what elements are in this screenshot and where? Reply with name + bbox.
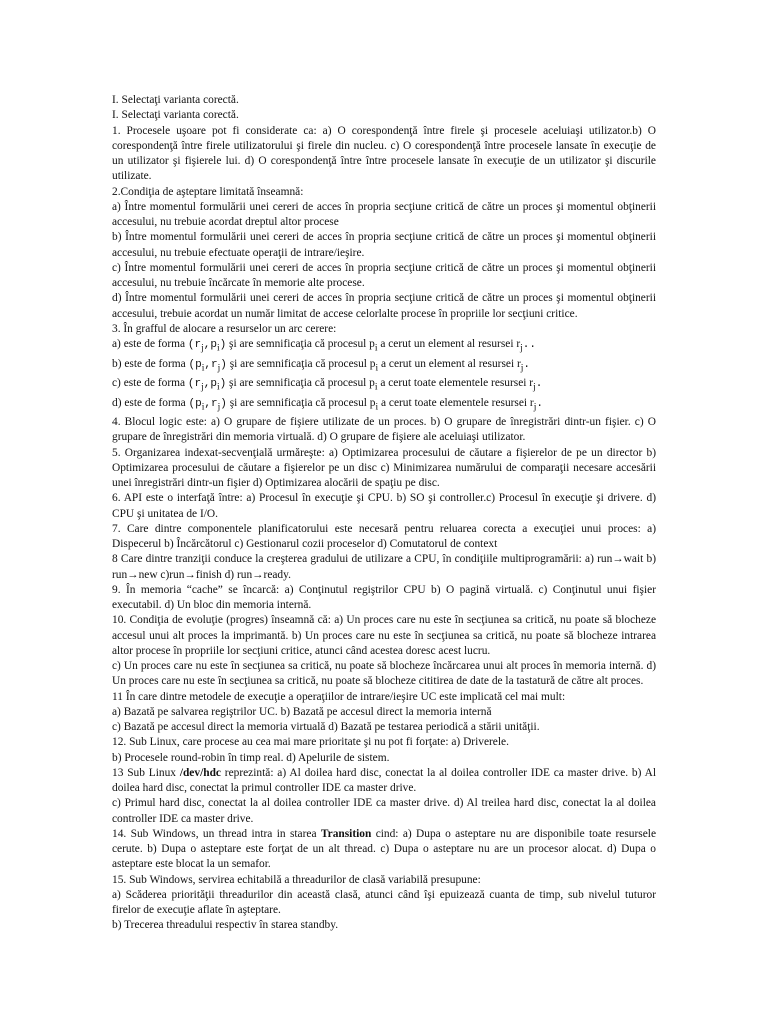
question-15: 15. Sub Windows, servirea echitabilă a threadurilor de clasă variabilă presupune: — [112, 873, 481, 886]
math-text: ) — [220, 358, 227, 371]
option-text: a cerut toate elementele resursei r — [378, 396, 534, 409]
question-13 — [112, 766, 656, 797]
subscript: i — [375, 401, 379, 412]
option-text: a cerut un element al resursei r — [378, 357, 521, 370]
question-3-option-b — [112, 357, 656, 377]
subscript: i — [216, 382, 220, 393]
question-4: 4. Blocul logic este: a) O grupare de fişiere utilizate de un proces. b) O grupare de înregistrări dintr-un fişier. c) O grupare de înregistrări din memoria virtuală. d) O grupare de fişiere ale aceluiaşi utilizator. — [112, 416, 656, 444]
question-3-option-d — [112, 396, 656, 416]
math-text: ,r — [204, 397, 218, 410]
question-3-option-a — [112, 337, 656, 357]
math-text: ,p — [203, 339, 217, 351]
option-text: a cerut un element al resursei r — [377, 338, 521, 350]
subscript: i — [374, 382, 378, 393]
question-2-option-d: d) Între momentul formulării unei cereri de acces în propria secţiune critică de către un proces şi momentul obţinerii accesului, trebuie acordat un număr limitat de accese celorlalte procese în propriile lor secţiuni critice. — [112, 292, 656, 320]
question-text: 13 Sub Linux — [112, 766, 180, 779]
subscript: j — [201, 382, 204, 393]
math-text: . — [535, 378, 543, 391]
question-12-options: b) Procesele round-robin în timp real. d) Apelurile de sistem. — [112, 751, 390, 764]
math-text: . — [536, 397, 543, 410]
question-3-option-c — [112, 376, 656, 396]
subscript: i — [201, 401, 205, 412]
math-text: . — [523, 358, 531, 371]
option-text: b) este de forma — [112, 357, 189, 370]
subscript: i — [374, 343, 378, 354]
math-text: .. — [522, 339, 536, 351]
question-11: 11 În care dintre metodele de execuţie a operaţiilor de intrare/ieşire UC este implicată cel mai mult: — [112, 690, 566, 703]
question-text: cind: a) Dupa o asteptare nu are disponibile toate resursele cerute. b) Dupa o asteptare este forţat de un alt thread. c) Dupa o asteptare nu are un procesor alocat. d) Dupa o asteptare este blocat la un semafor. — [112, 827, 656, 871]
question-3: 3. În grafful de alocare a resurselor un arc cerere: — [112, 322, 337, 335]
math-text: ,r — [204, 358, 218, 371]
question-text: reprezintă: a) Al doilea hard disc, conectat la al doilea controller IDE ca master drive. b) Al doilea hard disc, conectat la primul controller IDE ca master drive. — [112, 766, 656, 795]
subscript: j — [520, 362, 524, 373]
question-2: 2.Condiţia de aşteptare limitată înseamnă: — [112, 185, 304, 198]
math-text: (r — [187, 378, 202, 391]
math-text: (p — [188, 397, 202, 410]
question-10: 10. Condiţia de evoluţie (progres) înseamnă că: a) Un proces care nu este în secţiunea sa critică, nu poate să blocheze accesul unui alt proces la imprimantă. b) Un proces care nu este în secţiunea sa critică, nu poate să blocheze intrarea altor procese în propriile lor secţiuni critice, atunci când acestea doresc acest lucru. — [112, 614, 656, 657]
option-text: c) este de forma — [112, 377, 188, 390]
question-15-option-b: b) Trecerea threadului respectiv în starea standby. — [112, 919, 339, 932]
subscript: j — [217, 401, 221, 412]
subscript: j — [520, 343, 523, 354]
math-text: ) — [219, 339, 227, 351]
question-2-option-c: c) Între momentul formulării unei cereri de acces în propria secţiune critică de către un proces şi momentul obţinerii accesului, nu trebuie încărcate în memorie alte procese. — [112, 261, 656, 289]
math-text: (r — [187, 339, 202, 351]
subscript: j — [201, 343, 204, 354]
heading-line: I. Selectaţi varianta corectă. — [112, 109, 239, 122]
math-text: (p — [188, 358, 202, 371]
question-2-option-a: a) Între momentul formulării unei cereri de acces în propria secţiune critică de către un proces şi momentul obţinerii accesului, nu trebuie acordat dreptul altor procese — [112, 200, 656, 228]
subscript: j — [533, 401, 537, 412]
subscript: i — [201, 362, 205, 373]
math-text: ) — [220, 397, 227, 410]
question-11-options-ab: a) Bazată pe salvarea regiştrilor UC. b) Bazată pe accesul direct la memoria internă — [112, 705, 492, 718]
question-15-option-a: a) Scăderea priorităţii threadurilor din această clasă, atunci când îşi epuizează cuanta de timp, sub nivelul tuturor firelor de execuţie aflate în aşteptare. — [112, 888, 656, 917]
question-8: 8 Care dintre tranziţii conduce la creşterea gradului de utilizare a CPU, în condiţiile multiprogramării: a) run→wait b) run→new c)run→finish d) run→ready. — [112, 553, 656, 581]
subscript: i — [216, 343, 220, 354]
subscript: i — [375, 362, 379, 373]
heading-line: I. Selectaţi varianta corectă. — [112, 94, 239, 106]
question-9: 9. În memoria “cache” se încarcă: a) Conţinutul regiştrilor CPU b) O pagină virtuală. c) Conţinutul unui fişier executabil. d) Un bloc din memoria internă. — [112, 583, 656, 612]
document-page — [112, 93, 656, 934]
question-7: 7. Care dintre componentele planificatorului este necesară pentru reluarea corecta a execuţiei unui proces: a) Dispecerul b) Încărcătorul c) Gestionarul cozii proceselor d) Comutatorul de context — [112, 522, 656, 551]
subscript: j — [217, 362, 221, 373]
subscript: j — [533, 382, 536, 393]
question-11-options-cd: c) Bazată pe accesul direct la memoria virtuală d) Bazată pe testarea periodică a stării unităţii. — [112, 721, 540, 734]
math-text: ) — [219, 378, 227, 391]
option-text: şi are semnificaţia că procesul p — [226, 377, 375, 390]
question-10-options-cd: c) Un proces care nu este în secţiunea sa critică, nu poate să blocheze încărcarea unui alt proces în memoria internă. d) Un proces care nu este în secţiunea sa critică, nu poate să blocheze cititirea de date de la tastatură de către alt proces. — [112, 660, 656, 688]
math-text: ,p — [203, 378, 217, 391]
bold-term: Transition — [320, 827, 372, 840]
question-6: 6. API este o interfaţă între: a) Procesul în execuţie şi CPU. b) SO şi controller.c) Procesul în execuţie şi drivere. d) CPU şi unitatea de I/O. — [112, 492, 656, 520]
question-13-options-cd: c) Primul hard disc, conectat la al doilea controller IDE ca master drive. d) Al treilea hard disc, conectat la al doilea controller IDE ca master drive. — [112, 797, 656, 825]
option-text: şi are semnificaţia că procesul p — [226, 357, 376, 370]
question-14 — [112, 827, 656, 873]
option-text: a) este de forma — [112, 338, 188, 350]
question-5: 5. Organizarea indexat-secvenţială urmăreşte: a) Optimizarea procesului de căutare a fişierelor de pe un director b) Optimizarea procesului de căutare a fişierelor pe un disc c) Minimizarea numărului de comparaţii necesare accesării unei înregistrări dintr-un fişier d) Optimizarea alocării de spaţiu pe disc. — [112, 446, 656, 490]
question-text: 14. Sub Windows, un thread intra in starea — [112, 827, 321, 840]
option-text: şi are semnificaţia că procesul p — [226, 396, 376, 409]
option-text: d) este de forma — [112, 396, 189, 409]
question-12: 12. Sub Linux, care procese au cea mai mare prioritate şi nu pot fi forţate: a) Driverele. — [112, 736, 509, 749]
bold-term: /dev/hdc — [179, 766, 221, 779]
question-1: 1. Procesele uşoare pot fi considerate ca: a) O corespondenţă între firele şi procesele aceluiaşi utilizator.b) O corespondenţă între firele utilizatorului şi firele din nucleu. c) O corespondenţă între procesele lansate în execuţie de un utilizator şi fişierele lui. d) O corespondenţă între între procesele lansate în execuţie de un utilizator şi discurile utilizate. — [112, 124, 656, 183]
option-text: şi are semnificaţia că procesul p — [226, 338, 375, 350]
question-2-option-b: b) Între momentul formulării unei cereri de acces în propria secţiune critică de către un proces şi momentul obţinerii accesului, nu trebuie efectuate operaţii de intrare/ieşire. — [112, 231, 656, 259]
option-text: a cerut toate elementele resursei r — [377, 377, 534, 390]
